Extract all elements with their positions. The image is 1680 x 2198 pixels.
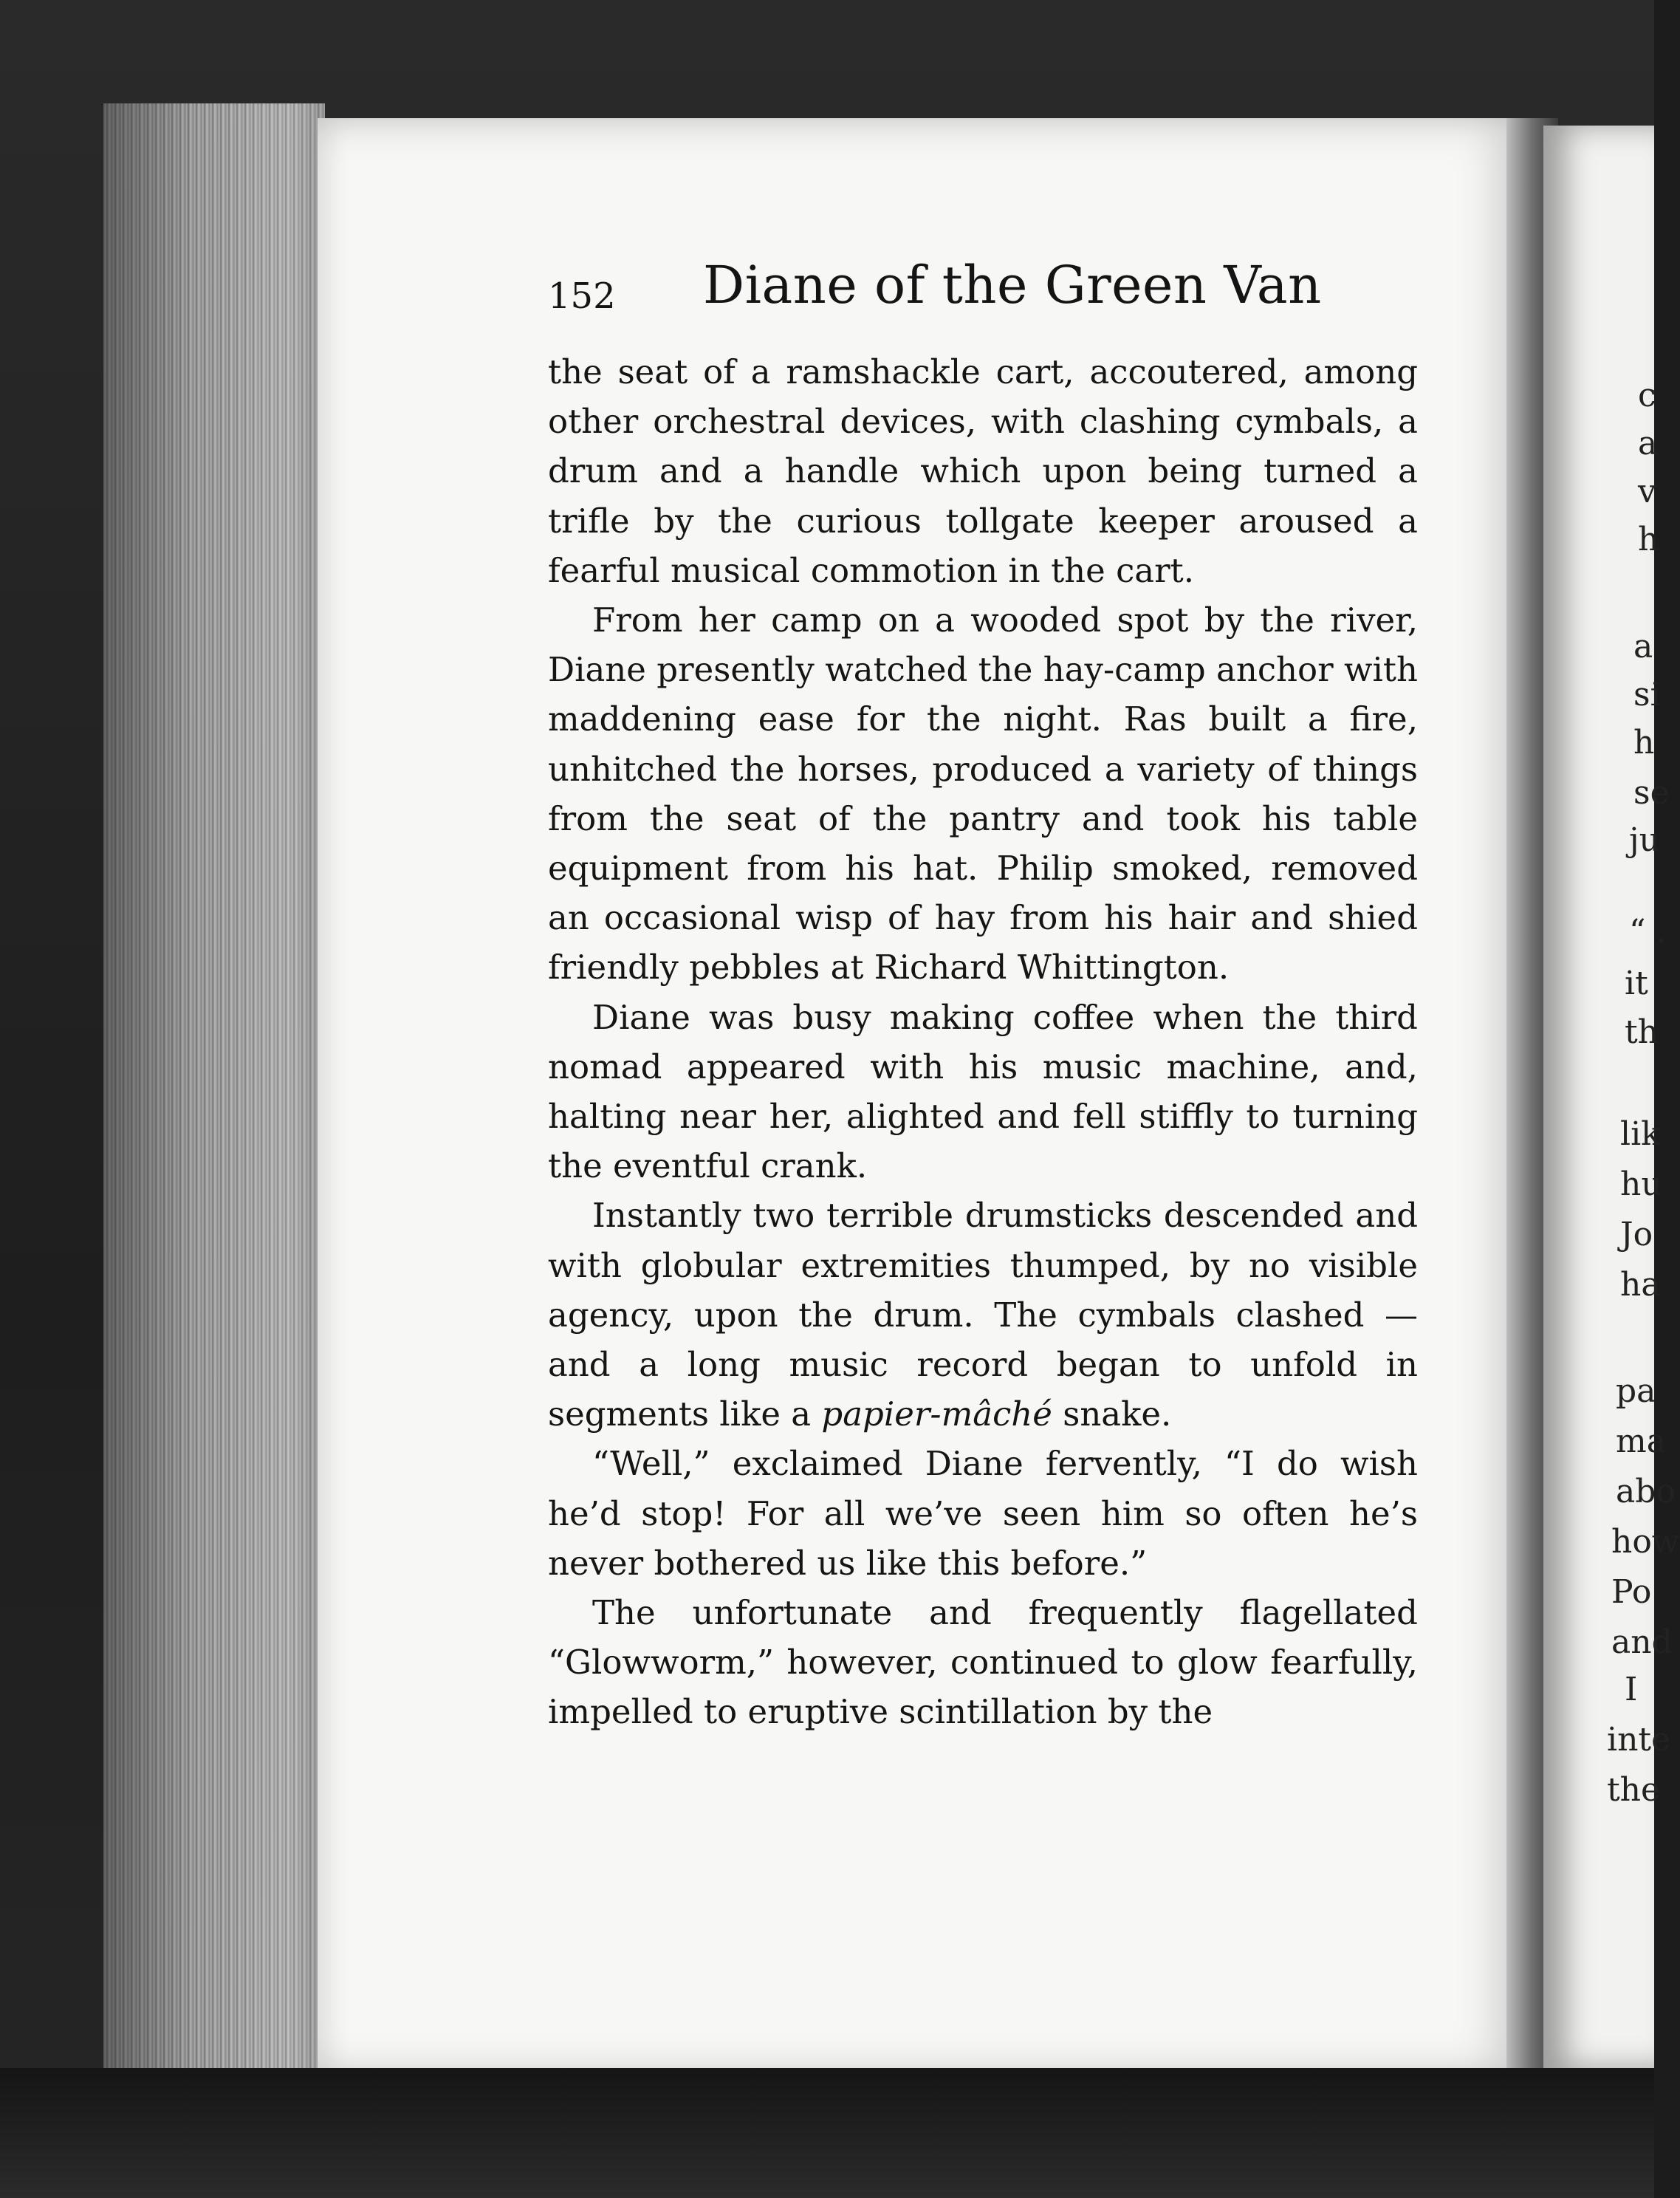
facing-page-fragment: th bbox=[1625, 1013, 1659, 1051]
facing-page-fragment: how bbox=[1611, 1523, 1680, 1561]
facing-page-fragment: ju bbox=[1629, 821, 1660, 859]
facing-page-fragment: c bbox=[1638, 377, 1656, 414]
facing-page-fragment: inte bbox=[1607, 1721, 1671, 1759]
facing-page-fragment: ha bbox=[1620, 1266, 1661, 1304]
facing-page-fragment: lik bbox=[1620, 1115, 1661, 1153]
facing-page-fragment: a bbox=[1633, 628, 1653, 665]
paragraph: The unfortunate and frequently flagellated “Glowworm,” however, continued to glow fearfully, impelled to eruptive scintillation by the bbox=[548, 1593, 1418, 1732]
page-number: 152 bbox=[548, 275, 616, 317]
facing-page-fragment: ma bbox=[1616, 1422, 1666, 1460]
facing-page-fragment: “ . bbox=[1629, 913, 1667, 951]
facing-page-fragment: a bbox=[1638, 425, 1658, 462]
facing-page-fragment: abo bbox=[1616, 1473, 1676, 1510]
facing-page-fragment: it bbox=[1625, 965, 1648, 1002]
facing-page-fragment: I bbox=[1625, 1671, 1638, 1708]
facing-page-fragment: the bbox=[1607, 1771, 1661, 1809]
facing-page-fragment: se bbox=[1633, 774, 1670, 812]
paragraph: Diane was busy making coffee when the third nomad appeared with his music machine, and, halting near her, alighted and fell stiffly to turning the eventful crank. bbox=[548, 997, 1418, 1186]
paragraph: “Well,” exclaimed Diane fervently, “I do wish he’d stop! For all we’ve seen him so often he’s never bothered us like this before.” bbox=[548, 1444, 1418, 1583]
facing-page-fragment: h bbox=[1633, 724, 1655, 761]
facing-page-fragment: Jo bbox=[1620, 1216, 1653, 1253]
paragraph bbox=[548, 1191, 1418, 1439]
paragraph-text: snake. bbox=[1052, 1394, 1172, 1434]
page-edges-shading bbox=[103, 103, 325, 2075]
page-header bbox=[548, 255, 1419, 336]
facing-page-fragment: v bbox=[1638, 473, 1656, 510]
paragraph-text: Instantly two terrible drumsticks descended and with globular extremities thumped, by no visible agency, upon the drum. The cymbals clashed — and a long music record began to unfold in segments like a bbox=[548, 1196, 1418, 1434]
paragraph: the seat of a ramshackle cart, accoutered, among other orchestral devices, with clashing cymbals, a drum and a handle which upon being turned a trifle by the curious tollgate keeper aroused a fearful musical commotion in the cart. bbox=[548, 352, 1418, 590]
italic-phrase: papier-mâché bbox=[821, 1394, 1052, 1434]
facing-page-fragment: hu bbox=[1620, 1165, 1662, 1203]
scan-bottom-border bbox=[0, 2068, 1654, 2198]
facing-page-fragment: si bbox=[1633, 676, 1661, 713]
facing-page-fragment: and bbox=[1611, 1623, 1673, 1661]
running-title: Diane of the Green Van bbox=[703, 255, 1322, 315]
body-text bbox=[548, 347, 1418, 1737]
facing-page-fragment: Po bbox=[1611, 1573, 1652, 1611]
facing-page-fragment: pa bbox=[1616, 1372, 1656, 1410]
facing-page-fragment: h bbox=[1638, 521, 1659, 558]
paragraph: From her camp on a wooded spot by the river, Diane presently watched the hay-camp anchor with maddening ease for the night. Ras built a fire, unhitched the horses, produced a variety of things from the seat of the pantry and took his table equipment from his hat. Philip smoked, removed an occasional wisp of hay from his hair and shied friendly pebbles at Richard Whittington. bbox=[548, 600, 1418, 987]
